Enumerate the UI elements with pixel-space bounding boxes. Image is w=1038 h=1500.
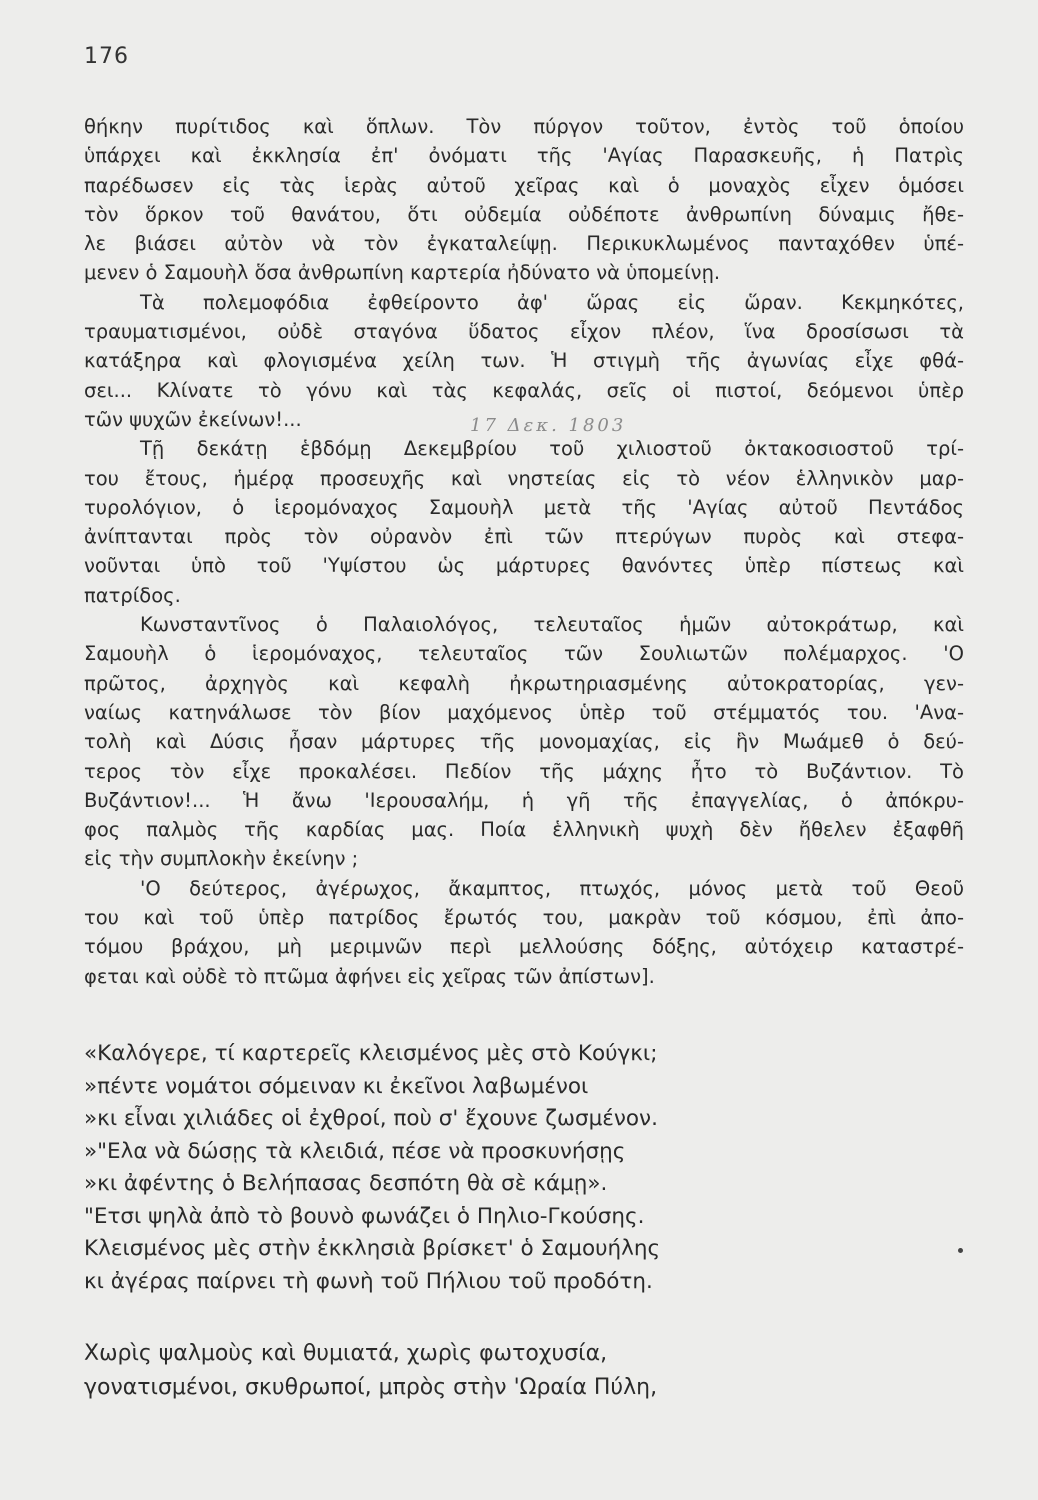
prose-line: Τῇ δεκάτῃ ἑβδόμῃ Δεκεμβρίου τοῦ χιλιοστοῦ ὀκτακοσιοστοῦ τρί- — [140, 437, 964, 461]
prose-line: 'Ο δεύτερος, ἀγέρωχος, ἄκαμπτος, πτωχός, μόνος μετὰ τοῦ Θεοῦ — [140, 876, 964, 900]
prose-line: πατρίδος. — [84, 583, 181, 607]
prose-line: του καὶ τοῦ ὑπὲρ πατρίδος ἔρωτός του, μακρὰν τοῦ κόσμου, ἐπὶ ἀπο- — [84, 906, 964, 930]
prose-line: πρῶτος, ἀρχηγὸς καὶ κεφαλὴ ἠκρωτηριασμένης αὐτοκρατορίας, γεν- — [84, 671, 964, 695]
prose-line: Βυζάντιον!... Ἡ ἄνω 'Ιερουσαλήμ, ἡ γῆ τῆς ἐπαγγελίας, ὁ ἀπόκρυ- — [84, 788, 964, 812]
prose-line: ναίως κατηνάλωσε τὸν βίον μαχόμενος ὑπὲρ τοῦ στέμματός του. 'Ανα- — [84, 700, 964, 724]
verse-stanza-2 — [84, 1337, 657, 1404]
handwritten-margin-note: 17 Δεκ. 1803 — [470, 415, 627, 436]
verse-line: κι ἀγέρας παίρνει τὴ φωνὴ τοῦ Πήλιου τοῦ προδότη. — [84, 1268, 653, 1294]
prose-line: νοῦνται ὑπὸ τοῦ 'Υψίστου ὡς μάρτυρες θανόντες ὑπὲρ πίστεως καὶ — [84, 554, 964, 578]
prose-line: σει... Κλίνατε τὸ γόνυ καὶ τὰς κεφαλάς, σεῖς οἱ πιστοί, δεόμενοι ὑπὲρ — [84, 378, 964, 402]
prose-line: Κωνσταντῖνος ὁ Παλαιολόγος, τελευταῖος ἡμῶν αὐτοκράτωρ, καὶ — [140, 613, 964, 637]
prose-line: μενεν ὁ Σαμουὴλ ὅσα ἀνθρωπίνη καρτερία ἠδύνατο νὰ ὑπομείνῃ. — [84, 261, 721, 285]
verse-line: "Ετσι ψηλὰ ἀπὸ τὸ βουνὸ φωνάζει ὁ Πηλιο-Γκούσης. — [84, 1203, 645, 1229]
verse-line: γονατισμένοι, σκυθρωποί, μπρὸς στὴν 'Ωραία Πύλη, — [84, 1374, 658, 1400]
prose-line: λε βιάσει αὐτὸν νὰ τὸν ἐγκαταλείψῃ. Περικυκλωμένος πανταχόθεν ὑπέ- — [84, 232, 964, 256]
prose-line: Σαμουὴλ ὁ ἱερομόναχος, τελευταῖος τῶν Σουλιωτῶν πολέμαρχος. 'Ο — [84, 642, 964, 666]
prose-line: ἀνίπτανται πρὸς τὸν οὐρανὸν ἐπὶ τῶν πτερύγων πυρὸς καὶ στεφα- — [84, 525, 964, 549]
prose-line: εἰς τὴν συμπλοκὴν ἐκείνην ; — [84, 847, 359, 871]
page-number: 176 — [84, 44, 129, 69]
prose-body — [84, 112, 964, 991]
verse-line: Χωρὶς ψαλμοὺς καὶ θυμιατά, χωρὶς φωτοχυσία, — [84, 1341, 608, 1366]
verse-line: Κλεισμένος μὲς στὴν ἐκκλησιὰ βρίσκετ' ὁ Σαμουήλης — [84, 1236, 661, 1261]
verse-line: «Καλόγερε, τί καρτερεῖς κλεισμένος μὲς στὸ Κούγκι; — [84, 1041, 658, 1066]
verse-line: »κι εἶναι χιλιάδες οἱ ἐχθροί, ποὺ σ' ἔχουνε ζωσμένον. — [84, 1106, 658, 1131]
prose-line: θήκην πυρίτιδος καὶ ὅπλων. Τὸν πύργον τοῦτον, ἐντὸς τοῦ ὁποίου — [84, 115, 964, 138]
prose-line: τὸν ὅρκον τοῦ θανάτου, ὅτι οὐδεμία οὐδέποτε ἀνθρωπίνη δύναμις ἤθε- — [84, 202, 964, 226]
prose-line: τραυματισμένοι, οὐδὲ σταγόνα ὕδατος εἶχον πλέον, ἵνα δροσίσωσι τὰ — [84, 320, 964, 344]
prose-line: τολὴ καὶ Δύσις ἦσαν μάρτυρες τῆς μονομαχίας, εἰς ἣν Μωάμεθ ὁ δεύ- — [84, 730, 964, 754]
verse-line: »"Ελα νὰ δώσῃς τὰ κλειδιά, πέσε νὰ προσκυνήσῃς — [84, 1138, 626, 1164]
prose-line: τῶν ψυχῶν ἐκείνων!... — [84, 407, 302, 431]
prose-line: του ἔτους, ἡμέρᾳ προσευχῆς καὶ νηστείας εἰς τὸ νέον ἑλληνικὸν μαρ- — [84, 466, 964, 490]
prose-line: παρέδωσεν εἰς τὰς ἱερὰς αὐτοῦ χεῖρας καὶ ὁ μοναχὸς εἶχεν ὁμόσει — [84, 173, 964, 197]
prose-line: φος παλμὸς τῆς καρδίας μας. Ποία ἑλληνικὴ ψυχὴ δὲν ἤθελεν ἐξαφθῆ — [84, 818, 964, 842]
prose-line: Τὰ πολεμοφόδια ἐφθείροντο ἀφ' ὥρας εἰς ὥραν. Κεκμηκότες, — [140, 290, 964, 314]
prose-line: φεται καὶ οὐδὲ τὸ πτῶμα ἀφήνει εἰς χεῖρας τῶν ἀπίστων]. — [84, 964, 655, 988]
verse-line: »κι ἀφέντης ὁ Βελήπασας δεσπότη θὰ σὲ κάμῃ». — [84, 1171, 608, 1196]
verse-line: »πέντε νομάτοι σόμειναν κι ἐκεῖνοι λαβωμένοι — [84, 1073, 589, 1099]
prose-line: τόμου βράχου, μὴ μεριμνῶν περὶ μελλούσης δόξης, αὐτόχειρ καταστρέ- — [84, 935, 964, 959]
prose-line: κατάξηρα καὶ φλογισμένα χείλη των. Ἡ στιγμὴ τῆς ἀγωνίας εἶχε φθά- — [84, 349, 964, 373]
ink-speck — [958, 1248, 963, 1253]
prose-line: τυρολόγιον, ὁ ἱερομόναχος Σαμουὴλ μετὰ τῆς 'Αγίας αὐτοῦ Πεντάδος — [84, 495, 964, 519]
prose-line: τερος τὸν εἶχε προκαλέσει. Πεδίον τῆς μάχης ἦτο τὸ Βυζάντιον. Τὸ — [84, 759, 964, 783]
verse-stanza-1 — [84, 1038, 660, 1298]
prose-line: ὑπάρχει καὶ ἐκκλησία ἐπ' ὀνόματι τῆς 'Αγίας Παρασκευῆς, ἡ Πατρὶς — [84, 144, 964, 168]
